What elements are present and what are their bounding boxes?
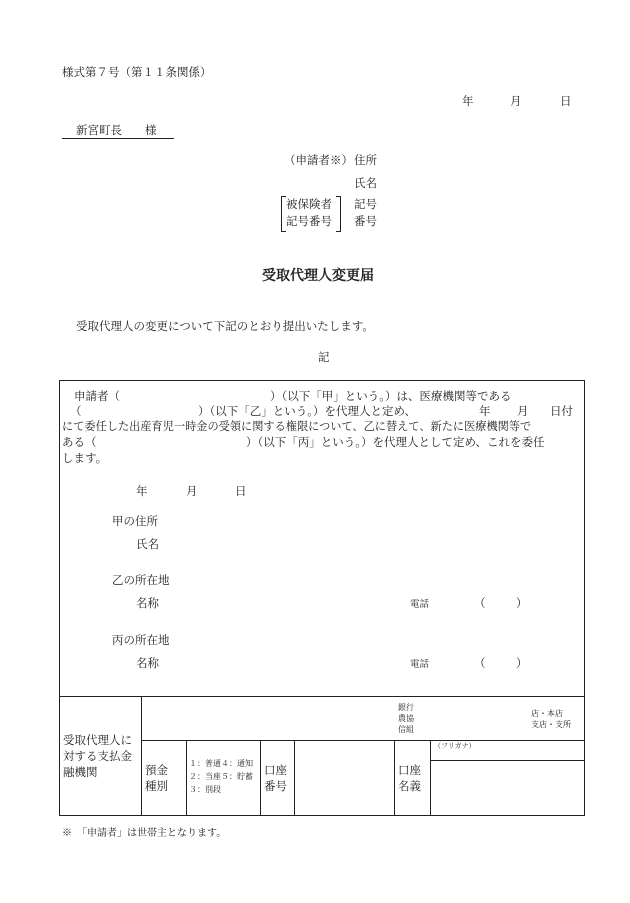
- body-line3: にて委任した出産育児一時金の受領に関する権限について、乙に替えて、新たに医療機関等で: [62, 420, 532, 433]
- deposit-type-label-2: 種別: [145, 779, 168, 793]
- addressee-underline: [62, 138, 174, 139]
- branch-type-main: 店・本店: [531, 709, 563, 718]
- body-line2-month: 月: [517, 404, 529, 418]
- account-name-label-2: 名義: [398, 779, 421, 793]
- applicant-label: （申請者※）: [284, 153, 353, 167]
- footnote: ※ 「申請者」は世帯主となります。: [62, 828, 227, 839]
- applicant-name-label: 氏名: [354, 176, 377, 190]
- bank-type-agri: 農協: [398, 714, 414, 723]
- body-line2-year: 年: [479, 404, 491, 418]
- form-title: 受取代理人変更届: [262, 268, 374, 284]
- account-name-label-1: 口座: [398, 763, 421, 777]
- addressee: 新宮町長 様: [76, 123, 157, 137]
- insured-bracket-right: [336, 196, 341, 232]
- deposit-option-2: ２：当座５：貯蓄: [189, 772, 253, 781]
- body-date-year: 年: [136, 484, 148, 498]
- deposit-type-label-1: 預金: [145, 763, 168, 777]
- body-line2-day: 日付: [550, 404, 573, 418]
- intro-text: 受取代理人の変更について下記のとおり提出いたします。: [76, 319, 374, 333]
- body-date-day: 日: [235, 484, 247, 498]
- otsu-phone-label: 電話: [410, 599, 430, 610]
- bank-type-credit: 信組: [398, 725, 414, 734]
- ko-name-label: 氏名: [136, 537, 159, 551]
- body-date-month: 月: [186, 484, 198, 498]
- body-line2-b: ）（以下「乙」という。）を代理人と定め、: [198, 404, 417, 418]
- deposit-option-3: ３：別段: [189, 785, 221, 794]
- account-number-label-1: 口座: [264, 763, 287, 777]
- body-line5: します。: [62, 451, 108, 465]
- date-year: 年: [462, 94, 474, 108]
- bank-section-label-2: 対する支払金: [63, 749, 132, 763]
- body-line4-b: ）（以下「丙」という。）を代理人として定め、これを委任: [246, 435, 545, 449]
- hei-name-label: 名称: [136, 656, 159, 670]
- form-number: 様式第７号（第１１条関係）: [62, 65, 212, 79]
- bank-section-label-1: 受取代理人に: [63, 733, 132, 747]
- insured-label-1: 被保険者: [286, 197, 332, 211]
- otsu-address-label: 乙の所在地: [112, 573, 170, 587]
- bank-section-label-3: 融機関: [63, 765, 98, 779]
- hei-phone-paren-open: （: [474, 656, 486, 670]
- hei-phone-label: 電話: [410, 659, 430, 670]
- otsu-phone-paren-close: ）: [516, 596, 528, 610]
- account-number-label-2: 番号: [264, 779, 287, 793]
- number-label: 番号: [354, 214, 377, 228]
- body-line4-a: ある（: [62, 435, 97, 449]
- hei-phone-paren-close: ）: [516, 656, 528, 670]
- otsu-name-label: 名称: [136, 596, 159, 610]
- date-month: 月: [510, 94, 522, 108]
- hei-address-label: 丙の所在地: [112, 633, 170, 647]
- ki-label: 記: [318, 350, 330, 364]
- applicant-address-label: 住所: [354, 153, 377, 167]
- body-line1-a: 申請者（: [74, 389, 120, 403]
- otsu-phone-paren-open: （: [474, 596, 486, 610]
- deposit-option-1: １：普通４：通知: [189, 759, 253, 768]
- ko-address-label: 甲の住所: [112, 514, 158, 528]
- body-line2-a: （: [70, 404, 82, 418]
- branch-type-branch: 支店・支所: [531, 720, 571, 729]
- furigana-label: （フリガナ）: [434, 742, 476, 750]
- body-line1-b: ）（以下「甲」という。）は、医療機関等である: [270, 389, 512, 403]
- insured-label-2: 記号番号: [286, 214, 332, 228]
- date-day: 日: [560, 94, 572, 108]
- bank-type-bank: 銀行: [398, 703, 414, 712]
- symbol-label: 記号: [354, 197, 377, 211]
